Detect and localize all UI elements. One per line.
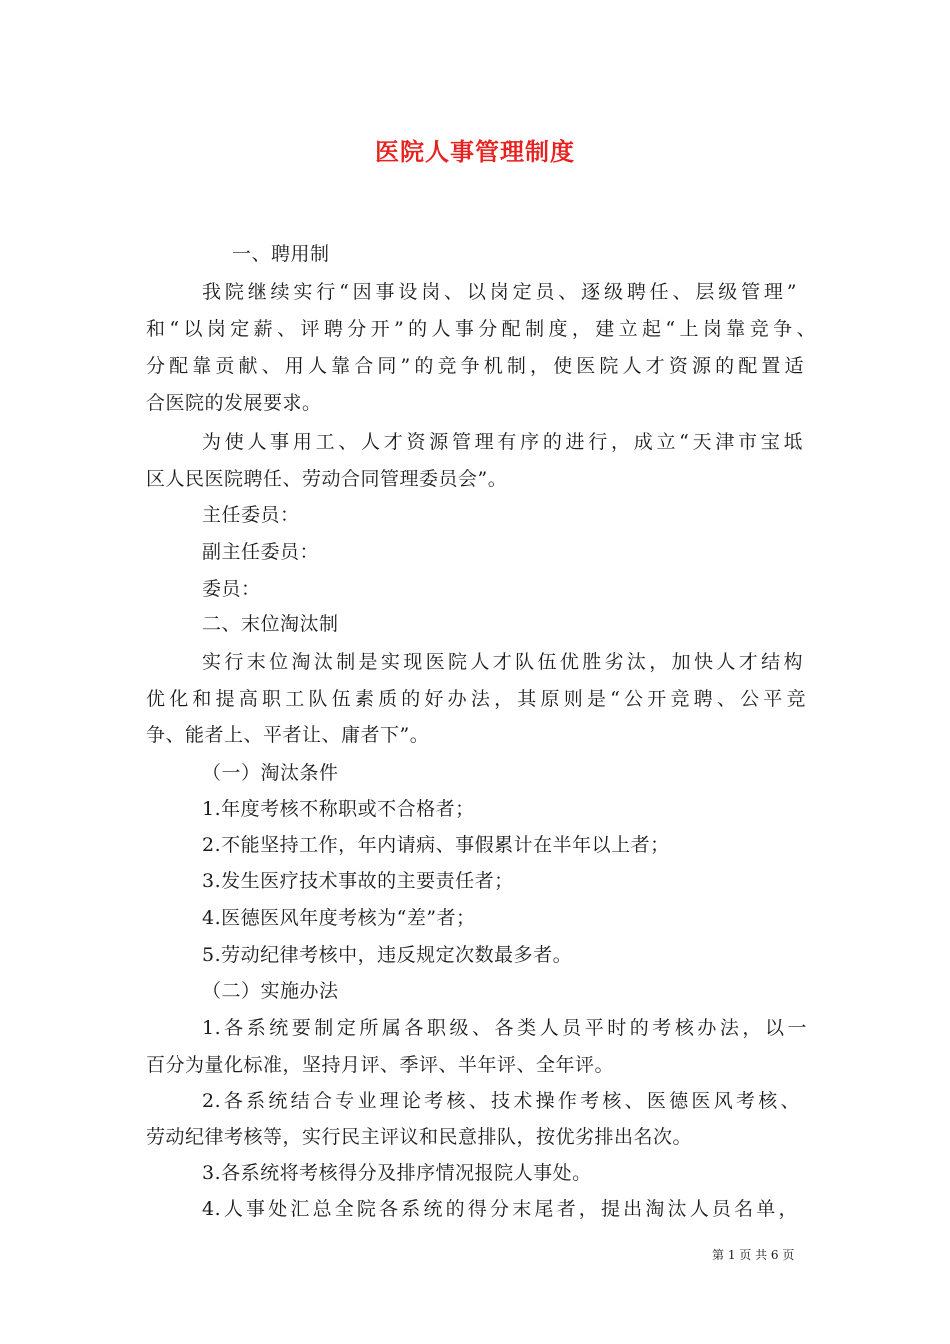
paragraph-line: 区人民医院聘任、劳动合同管理委员会”。 bbox=[146, 468, 508, 490]
paragraph-line: 争、能者上、平者让、庸者下”。 bbox=[146, 724, 430, 746]
list-item: 4.人事处汇总全院各系统的得分末尾者，提出淘汰人员名单， bbox=[202, 1198, 798, 1220]
paragraph-line: 和“以岗定薪、评聘分开”的人事分配制度，建立起“上岗靠竞争、 bbox=[146, 318, 816, 340]
paragraph-line: 优化和提高职工队伍素质的好办法，其原则是“公开竞聘、公平竞 bbox=[146, 688, 806, 710]
list-item: 百分为量化标准，坚持月评、季评、半年评、全年评。 bbox=[146, 1054, 615, 1076]
list-item: 2.不能坚持工作，年内请病、事假累计在半年以上者； bbox=[202, 834, 670, 856]
list-item: 1.各系统要制定所属各职级、各类人员平时的考核办法，以一 bbox=[202, 1017, 807, 1039]
paragraph-line: 我院继续实行“因事设岗、以岗定员、逐级聘任、层级管理” bbox=[202, 281, 797, 303]
committee-vice-chair-label: 副主任委员： bbox=[202, 541, 320, 563]
paragraph-line: 合医院的发展要求。 bbox=[146, 392, 322, 414]
list-item: 3.各系统将考核得分及排序情况报院人事处。 bbox=[202, 1162, 592, 1184]
list-item: 5.劳动纪律考核中，违反规定次数最多者。 bbox=[202, 944, 573, 966]
committee-member-label: 委员： bbox=[202, 578, 261, 600]
list-item: 1.年度考核不称职或不合格者； bbox=[202, 798, 475, 820]
list-item: 2.各系统结合专业理论考核、技术操作考核、医德医风考核、 bbox=[202, 1090, 800, 1112]
paragraph-line: 为使人事用工、人才资源管理有序的进行，成立“天津市宝坻 bbox=[202, 431, 803, 453]
committee-chair-label: 主任委员： bbox=[202, 504, 300, 526]
list-item: 4.医德医风年度考核为“差”者； bbox=[202, 907, 476, 929]
subsection-heading-conditions: （一）淘汰条件 bbox=[202, 762, 339, 784]
paragraph-line: 实行末位淘汰制是实现医院人才队伍优胜劣汰，加快人才结构 bbox=[202, 651, 803, 673]
section-heading-elimination: 二、末位淘汰制 bbox=[202, 613, 339, 635]
page-number: 第 1 页 共 6 页 bbox=[712, 1248, 795, 1262]
document-title: 医院人事管理制度 bbox=[375, 137, 575, 166]
subsection-heading-implementation: （二）实施办法 bbox=[202, 980, 339, 1002]
list-item: 劳动纪律考核等，实行民主评议和民意排队，按优劣排出名次。 bbox=[146, 1126, 693, 1148]
list-item: 3.发生医疗技术事故的主要责任者； bbox=[202, 870, 514, 892]
section-heading-hiring: 一、聘用制 bbox=[232, 243, 330, 265]
paragraph-line: 分配靠贡献、用人靠合同”的竞争机制，使医院人才资源的配置适 bbox=[146, 355, 804, 377]
